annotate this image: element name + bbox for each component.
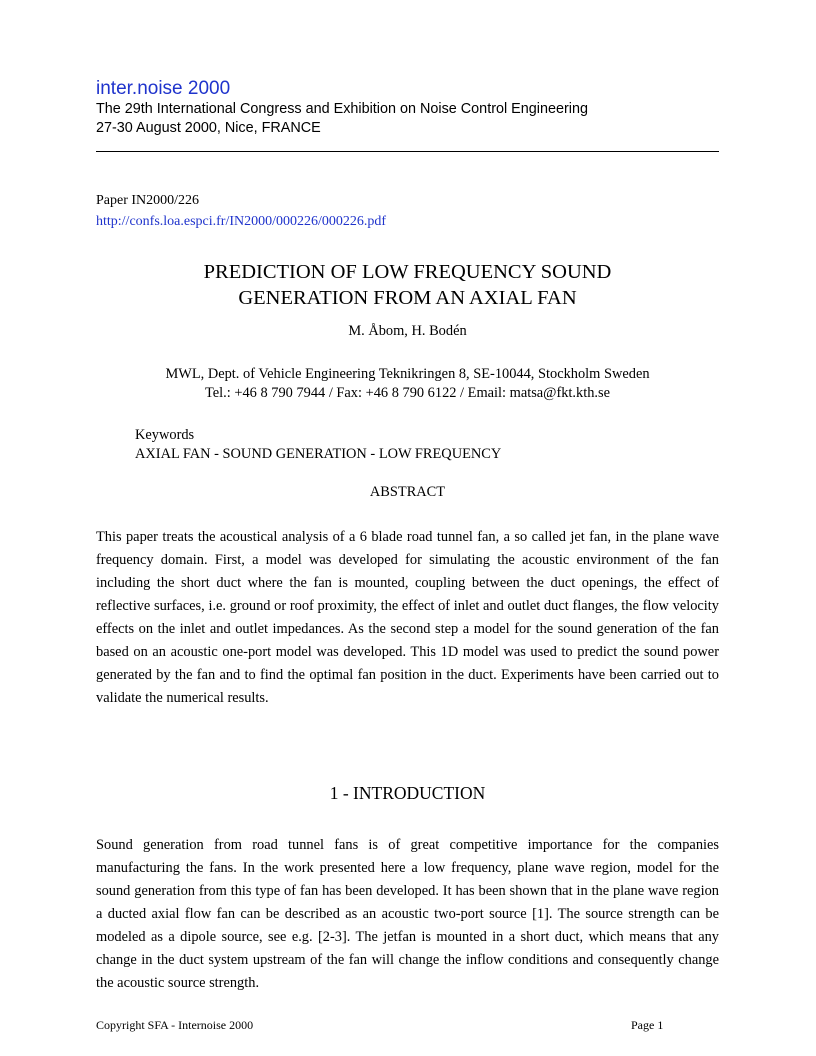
dates-line: 27-30 August 2000, Nice, FRANCE — [96, 120, 321, 136]
affiliation-line-2: Tel.: +46 8 790 7944 / Fax: +46 8 790 6122 / Email: matsa@fkt.kth.se — [205, 385, 610, 401]
footer-page-number: Page 1 — [631, 1018, 664, 1032]
paper-title — [96, 259, 719, 311]
conference-title: inter.noise 2000 — [96, 78, 231, 99]
introduction-heading: 1 - INTRODUCTION — [329, 783, 486, 803]
congress-line: The 29th International Congress and Exhibition on Noise Control Engineering — [96, 101, 588, 117]
keywords-text: AXIAL FAN - SOUND GENERATION - LOW FREQUENCY — [135, 446, 502, 462]
affiliation-line-1: MWL, Dept. of Vehicle Engineering Teknikringen 8, SE-10044, Stockholm Sweden — [165, 366, 650, 382]
abstract-heading: ABSTRACT — [369, 484, 446, 500]
keywords-label: Keywords — [135, 427, 195, 443]
header-divider — [96, 151, 719, 152]
abstract-paragraph: This paper treats the acoustical analysis of a 6 blade road tunnel fan, a so called jet fan, in the plane wave frequency domain. First, a model was developed for simulating the acoustic environment of the fan including the short duct where the fan is mounted, coupling between the duct openings, the effect of reflective surfaces, i.e. ground or roof proximity, the effect of inlet and outlet duct flanges, the flow velocity effects on the inlet and outlet impedances. As the second step a model for the sound generation of the fan based on an acoustic one-port model was developed. This 1D model was used to predict the sound power generated by the fan and to find the optimal fan position in the duct. Experiments have been carried out to validate the numerical results. — [96, 529, 719, 706]
footer-copyright: Copyright SFA - Internoise 2000 — [96, 1018, 254, 1032]
introduction-paragraph: Sound generation from road tunnel fans is of great competitive importance for the companies manufacturing the fans. In the work presented here a low frequency, plane wave region, model for the sound generation from this type of fan has been developed. It has been shown that in the plane wave region a ducted axial flow fan can be described as an acoustic two-port source [1]. The source strength can be modeled as a dipole source, see e.g. [2-3]. The jetfan is mounted in a short duct, which means that any change in the duct system upstream of the fan will change the inflow conditions and consequently change the acoustic source strength. — [96, 837, 719, 991]
title-line-2: GENERATION FROM AN AXIAL FAN — [238, 287, 577, 309]
paper-id: Paper IN2000/226 — [96, 193, 200, 208]
paper-url-link[interactable]: http://confs.loa.espci.fr/IN2000/000226/000226.pdf — [96, 214, 387, 229]
title-line-1: PREDICTION OF LOW FREQUENCY SOUND — [203, 261, 612, 283]
authors: M. Åbom, H. Bodén — [348, 323, 467, 339]
affiliation — [96, 365, 719, 403]
